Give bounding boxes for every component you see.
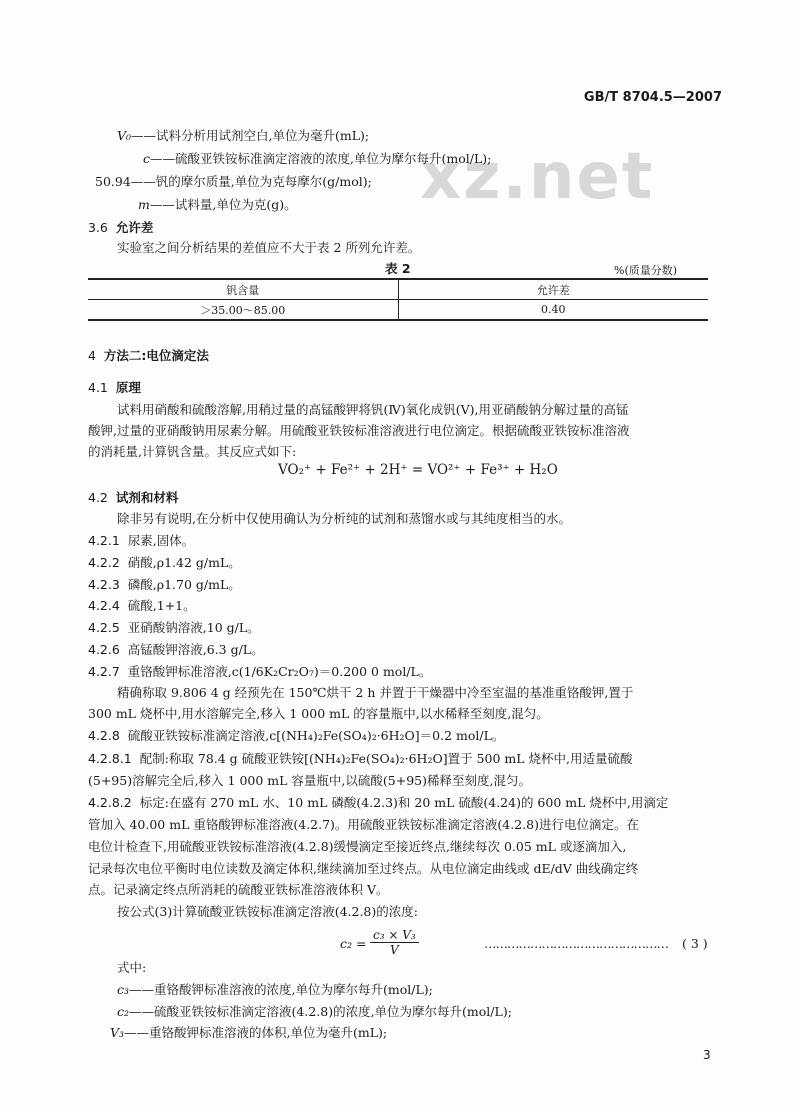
p4282-line-1: 4.2.8.2 标定:在盛有 270 mL 水、10 mL 磷酸(4.2.3)和 20 mL 硫酸(4.24)的 600 mL 烧杯中,用滴定 bbox=[88, 795, 669, 810]
cell-range: ＞35.00～85.00 bbox=[88, 300, 398, 321]
standard-number: GB/T 8704.5—2007 bbox=[583, 90, 722, 105]
table-2 bbox=[88, 278, 708, 321]
p4282-line-3: 电位计检查下,用硫酸亚铁铵标准溶液(4.2.8)缓慢滴定至接近终点,继续每次 0.05 mL 或逐滴加入, bbox=[88, 839, 627, 854]
cell-tolerance: 0.40 bbox=[398, 300, 708, 321]
definition-v3: V₃——重铬酸钾标准溶液的体积,单位为毫升(mL); bbox=[110, 1025, 388, 1040]
definition-c: c——硫酸亚铁铵标准滴定溶液的浓度,单位为摩尔每升(mol/L); bbox=[143, 151, 492, 166]
section-4-1-heading: 4.1 原理 bbox=[88, 380, 141, 395]
where-label: 式中: bbox=[117, 960, 147, 975]
principle-line-1: 试料用硝酸和硫酸溶解,用稍过量的高锰酸钾将钒(Ⅳ)氧化成钒(Ⅴ),用亚硝酸钠分解过量的高锰 bbox=[117, 402, 629, 417]
list-item: 4.2.1 尿素,固体。 bbox=[88, 533, 195, 548]
reagents-intro: 除非另有说明,在分析中仅使用确认为分析纯的试剂和蒸馏水或与其纯度相当的水。 bbox=[117, 511, 571, 526]
principle-line-3: 的消耗量,计算钒含量。其反应式如下: bbox=[88, 444, 297, 459]
section-3-6-text: 实验室之间分析结果的差值应不大于表 2 所列允许差。 bbox=[117, 240, 421, 255]
definition-v0: V₀——试料分析用试剂空白,单位为毫升(mL); bbox=[117, 128, 370, 143]
definition-m: m——试料量,单位为克(g)。 bbox=[138, 197, 297, 212]
list-item: 4.2.5 亚硝酸钠溶液,10 g/L。 bbox=[88, 620, 260, 635]
table-header-row bbox=[88, 279, 708, 300]
p4281-line-2: (5+95)溶解完全后,移入 1 000 mL 容量瓶中,以硫酸(5+95)稀释至刻度,混匀。 bbox=[88, 773, 531, 788]
watermark: xz.net bbox=[420, 140, 655, 214]
p4282-line-4: 记录每次电位平衡时电位读数及滴定体积,继续滴加至过终点。从电位滴定曲线或 dE/dV 曲线确定终 bbox=[88, 861, 639, 876]
formula-numerator: c₃ × V₃ bbox=[370, 928, 419, 943]
definition-c3: c₃——重铬酸钾标准溶液的浓度,单位为摩尔每升(mol/L); bbox=[117, 982, 433, 997]
list-item: 4.2.3 磷酸,ρ1.70 g/mL。 bbox=[88, 577, 241, 592]
p427-line-1: 精确称取 9.806 4 g 经预先在 150℃烘干 2 h 并置于干燥器中冷至室温的基准重铬酸钾,置于 bbox=[117, 685, 634, 700]
page-number: 3 bbox=[703, 1048, 711, 1062]
principle-line-2: 酸钾,过量的亚硝酸钠用尿素分解。用硫酸亚铁铵标准溶液进行电位滴定。根据硫酸亚铁铵标准溶液 bbox=[88, 423, 630, 438]
p427-line-2: 300 mL 烧杯中,用水溶解完全,移入 1 000 mL 的容量瓶中,以水稀释至刻度,混匀。 bbox=[88, 706, 549, 721]
definition-c2: c₂——硫酸亚铁铵标准滴定溶液(4.2.8)的浓度,单位为摩尔每升(mol/L); bbox=[117, 1004, 512, 1019]
section-4-heading: 4 方法二:电位滴定法 bbox=[88, 348, 209, 363]
header-cell-tolerance: 允许差 bbox=[398, 279, 708, 300]
table-2-caption: 表 2 bbox=[385, 261, 411, 276]
section-4-2-heading: 4.2 试剂和材料 bbox=[88, 490, 179, 505]
p4282-line-2: 管加入 40.00 mL 重铬酸钾标准溶液(4.2.7)。用硫酸亚铁铵标准滴定溶液(4.2.8)进行电位滴定。在 bbox=[88, 817, 639, 832]
section-3-6-heading: 3.6 允许差 bbox=[88, 220, 154, 235]
formula-intro: 按公式(3)计算硫酸亚铁铵标准滴定溶液(4.2.8)的浓度: bbox=[117, 904, 418, 919]
table-2-unit: %(质量分数) bbox=[614, 264, 678, 277]
formula-denominator: V bbox=[390, 943, 399, 957]
formula-fraction bbox=[370, 928, 419, 957]
list-item: 4.2.2 硝酸,ρ1.42 g/mL。 bbox=[88, 555, 241, 570]
reaction-equation: VO₂⁺ + Fe²⁺ + 2H⁺ = VO²⁺ + Fe³⁺ + H₂O bbox=[278, 462, 558, 478]
formula-leader-dots: ………………………………………… bbox=[484, 936, 668, 951]
list-item: 4.2.7 重铬酸钾标准溶液,c(1/6K₂Cr₂O₇)＝0.200 0 mol/L。 bbox=[88, 664, 432, 679]
header-cell-vanadium: 钒含量 bbox=[88, 279, 398, 300]
definition-molar-mass: 50.94——钒的摩尔质量,单位为克每摩尔(g/mol); bbox=[95, 174, 372, 189]
formula-lhs: c₂ = bbox=[340, 936, 367, 951]
p4282-line-5: 点。记录滴定终点所消耗的硫酸亚铁标准溶液体积 V。 bbox=[88, 882, 389, 897]
formula-label: ( 3 ) bbox=[682, 936, 708, 951]
table-row bbox=[88, 300, 708, 321]
list-item: 4.2.8 硫酸亚铁铵标准滴定溶液,c[(NH₄)₂Fe(SO₄)₂·6H₂O]＝0.2 mol/L。 bbox=[88, 728, 505, 743]
p4281-line-1: 4.2.8.1 配制:称取 78.4 g 硫酸亚铁铵[(NH₄)₂Fe(SO₄)₂·6H₂O]置于 500 mL 烧杯中,用适量硫酸 bbox=[88, 751, 633, 766]
list-item: 4.2.4 硫酸,1+1。 bbox=[88, 598, 196, 613]
list-item: 4.2.6 高锰酸钾溶液,6.3 g/L。 bbox=[88, 642, 264, 657]
